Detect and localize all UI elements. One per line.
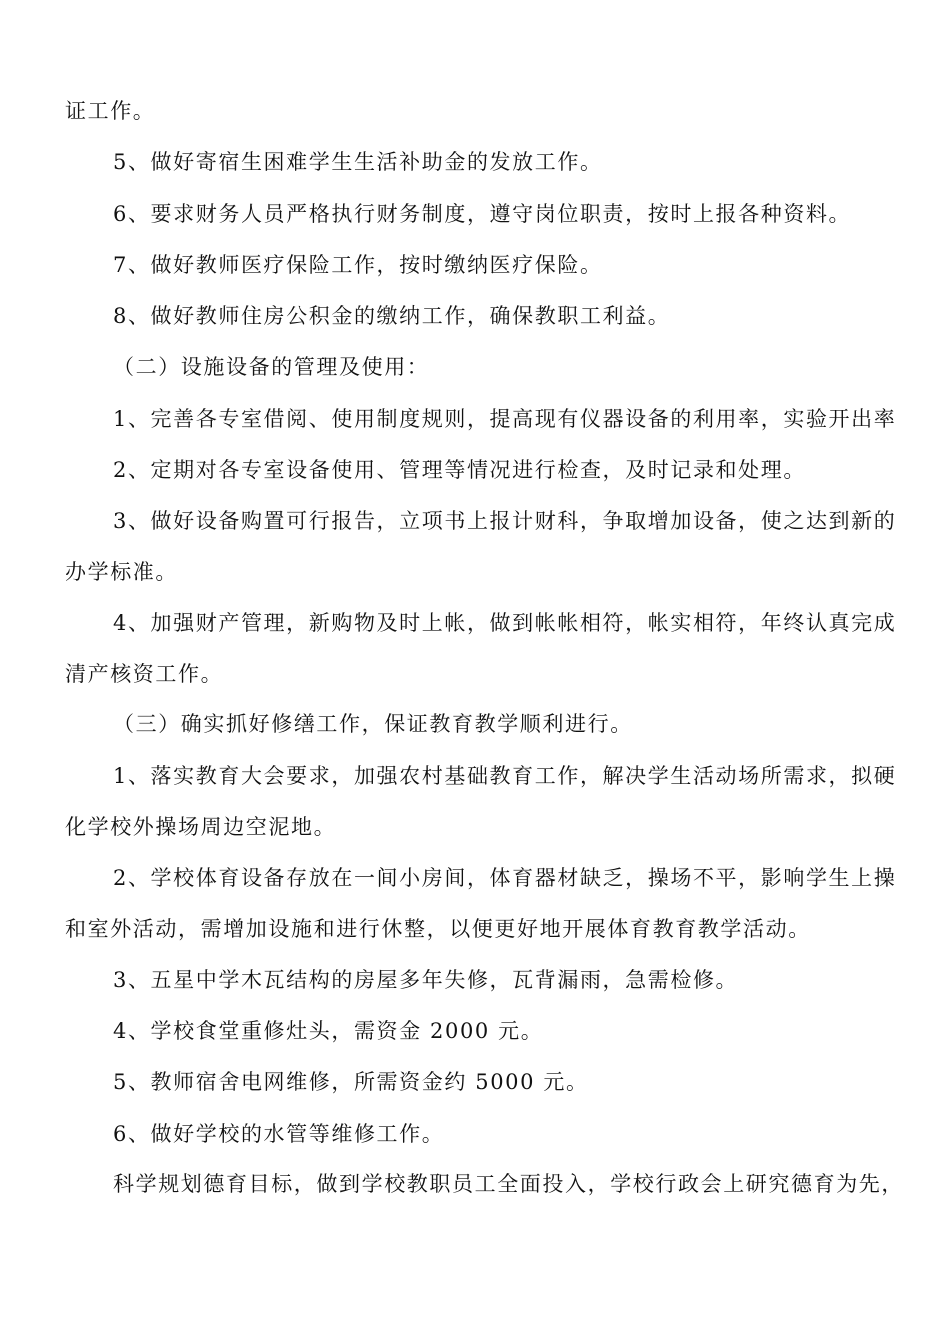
text-line: 1、落实教育大会要求，加强农村基础教育工作，解决学生活动场所需求，拟硬 [113, 764, 897, 788]
section-heading: （二）设施设备的管理及使用： [113, 355, 430, 379]
text-line: 6、要求财务人员严格执行财务制度，遵守岗位职责，按时上报各种资料。 [113, 202, 852, 226]
text-line: 3、五星中学木瓦结构的房屋多年失修，瓦背漏雨，急需检修。 [113, 968, 739, 992]
text-line: 7、做好教师医疗保险工作，按时缴纳医疗保险。 [113, 253, 603, 277]
text-line: 证工作。 [65, 99, 156, 123]
text-line: 5、做好寄宿生困难学生生活补助金的发放工作。 [113, 150, 603, 174]
text-line: 清产核资工作。 [65, 662, 224, 686]
text-line: 2、学校体育设备存放在一间小房间，体育器材缺乏，操场不平，影响学生上操 [113, 866, 897, 890]
text-line: 6、做好学校的水管等维修工作。 [113, 1122, 445, 1146]
text-line: 4、加强财产管理，新购物及时上帐，做到帐帐相符，帐实相符，年终认真完成 [113, 611, 897, 635]
text-line: 1、完善各专室借阅、使用制度规则，提高现有仪器设备的利用率，实验开出率 [113, 407, 897, 431]
text-line: 4、学校食堂重修灶头，需资金 2000 元。 [113, 1019, 544, 1043]
text-line: 2、定期对各专室设备使用、管理等情况进行检查，及时记录和处理。 [113, 458, 806, 482]
text-line: 和室外活动，需增加设施和进行休整，以便更好地开展体育教育教学活动。 [65, 917, 811, 941]
text-line: 5、教师宿舍电网维修，所需资金约 5000 元。 [113, 1070, 589, 1094]
text-line: 办学标准。 [65, 560, 178, 584]
text-line: 科学规划德育目标，做到学校教职员工全面投入，学校行政会上研究德育为先， [113, 1172, 904, 1196]
text-line: 8、做好教师住房公积金的缴纳工作，确保教职工利益。 [113, 304, 671, 328]
text-line: 3、做好设备购置可行报告，立项书上报计财科，争取增加设备，使之达到新的 [113, 509, 897, 533]
section-heading: （三）确实抓好修缮工作，保证教育教学顺利进行。 [113, 712, 633, 736]
text-line: 化学校外操场周边空泥地。 [65, 815, 337, 839]
